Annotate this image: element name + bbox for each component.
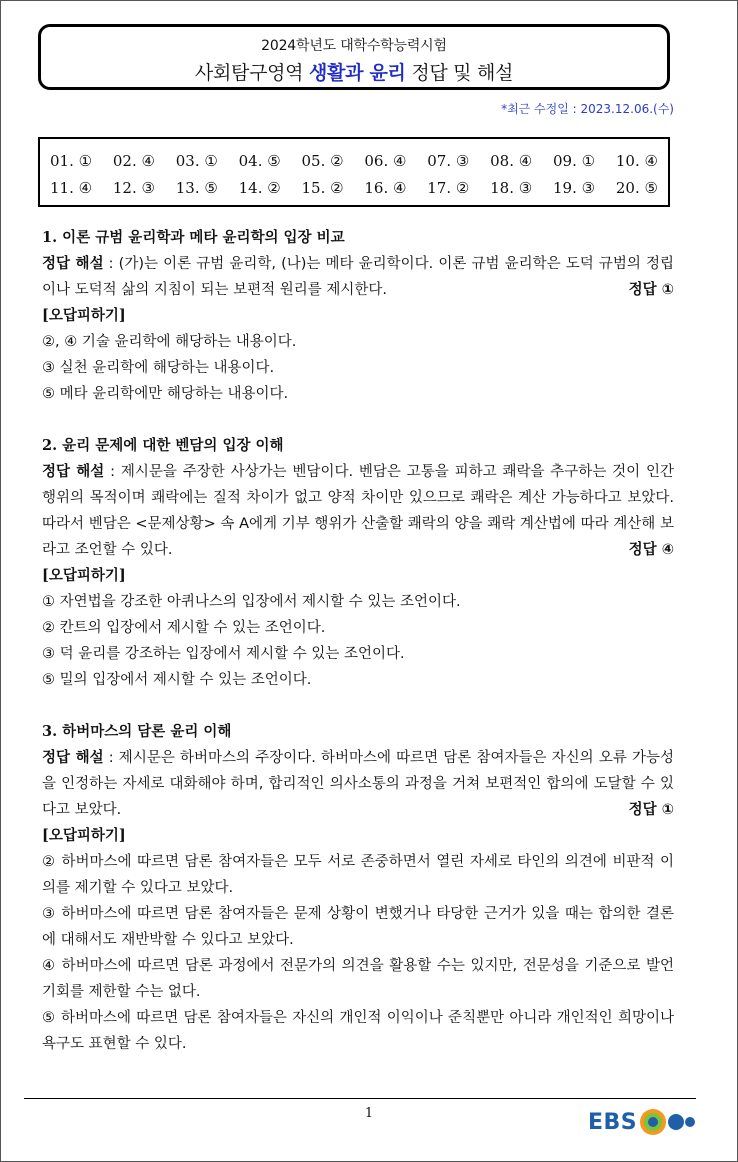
- answer-cell: 17. ②: [427, 179, 470, 197]
- answer-table: [38, 137, 670, 207]
- answer-cell: 11. ④: [50, 179, 93, 197]
- answer-mark: 정답 ①: [628, 282, 674, 298]
- question-section-3: [42, 719, 674, 1057]
- footer-divider: [24, 1098, 696, 1099]
- explain-text: : 제시문은 하버마스의 주장이다. 하버마스에 따르면 담론 참여자들은 자신의 오류 가능성을 인정하는 자세로 대화해야 하며, 합리적인 의사소통의 과정을 거쳐 보편적인 합의에 도달할 수 있다고 보았다.: [42, 750, 674, 818]
- answer-explanation: [42, 745, 674, 823]
- section-title: 3. 하버마스의 담론 윤리 이해: [42, 723, 232, 740]
- wrong-answer-item: ③ 하버마스에 따르면 담론 참여자들은 문제 상황이 변했거나 타당한 근거가 있을 때는 합의한 결론에 대해서도 재반박할 수 있다고 보았다.: [42, 906, 674, 948]
- answer-cell: 07. ③: [427, 152, 470, 170]
- subject-title: [41, 58, 667, 85]
- answer-cell: 02. ④: [112, 152, 155, 170]
- wrong-answer-item: ① 자연법을 강조한 아퀴나스의 입장에서 제시할 수 있는 조언이다.: [42, 594, 461, 610]
- question-section-2: [42, 433, 674, 693]
- answer-cell: 05. ②: [301, 152, 344, 170]
- answer-cell: 09. ①: [553, 152, 596, 170]
- wrong-answer-item: ② 하버마스에 따르면 담론 참여자들은 모두 서로 존중하면서 열린 자세로 타인의 의견에 비판적 이의를 제기할 수 있다고 보았다.: [42, 854, 674, 896]
- subject-suffix: 정답 및 해설: [411, 62, 514, 84]
- ebs-logo-text: EBS: [588, 1109, 638, 1135]
- ebs-logo-mark-icon: [637, 1106, 697, 1138]
- wrong-answer-item: ④ 하버마스에 따르면 담론 과정에서 전문가의 의견을 활용할 수는 있지만, 전문성을 기준으로 발언 기회를 제한할 수는 없다.: [42, 958, 674, 1000]
- answer-mark: 정답 ①: [628, 802, 674, 818]
- explain-text: : 제시문을 주장한 사상가는 벤담이다. 벤담은 고통을 피하고 쾌락을 추구하는 것이 인간 행위의 목적이며 쾌락에는 질적 차이가 없고 양적 차이만 있으므로 쾌락은 계산 가능하다고 보았다. 따라서 벤담은 <문제상황> 속 A에게 기부 행위가 산출할 쾌락의 양을 쾌락 계산법에 따라 계산해 보라고 조언할 수 있다.: [42, 464, 675, 558]
- explain-label: 정답 해설: [42, 464, 105, 480]
- exam-title: 2024학년도 대학수학능력시험: [261, 38, 447, 54]
- answer-row: [40, 148, 668, 175]
- subject-prefix: 사회탐구영역: [194, 62, 304, 84]
- wrong-answer-heading: [오답피하기]: [42, 827, 126, 844]
- answer-cell: 08. ④: [490, 152, 533, 170]
- answer-mark: 정답 ④: [628, 542, 674, 558]
- answer-explanation: [42, 459, 674, 563]
- page-number: 1: [364, 1106, 374, 1121]
- answer-cell: 03. ①: [175, 152, 218, 170]
- answer-explanation: [42, 251, 674, 303]
- answer-cell: 20. ⑤: [615, 179, 658, 197]
- explanation-content: [42, 225, 674, 1083]
- explain-label: 정답 해설: [42, 750, 104, 766]
- subject-name: 생활과 윤리: [308, 62, 406, 84]
- wrong-answer-item: ③ 덕 윤리를 강조하는 입장에서 제시할 수 있는 조언이다.: [42, 646, 405, 662]
- wrong-answer-item: ②, ④ 기술 윤리학에 해당하는 내용이다.: [42, 334, 297, 350]
- answer-cell: 19. ③: [553, 179, 596, 197]
- wrong-answer-item: ② 칸트의 입장에서 제시할 수 있는 조언이다.: [42, 620, 326, 636]
- revision-date: *최근 수정일 : 2023.12.06.(수): [501, 102, 674, 116]
- wrong-answer-heading: [오답피하기]: [42, 567, 126, 584]
- explain-text: : (가)는 이론 규범 윤리학, (나)는 메타 윤리학이다. 이론 규범 윤리학은 도덕 규범의 정립이나 도덕적 삶의 지침이 되는 보편적 원리를 제시한다.: [42, 256, 674, 298]
- section-title: 1. 이론 규범 윤리학과 메타 윤리학의 입장 비교: [42, 229, 345, 246]
- wrong-answer-heading: [오답피하기]: [42, 307, 126, 324]
- wrong-answer-item: ⑤ 메타 윤리학에만 해당하는 내용이다.: [42, 386, 289, 402]
- explain-label: 정답 해설: [42, 256, 104, 272]
- answer-cell: 18. ③: [490, 179, 533, 197]
- wrong-answer-item: ⑤ 하버마스에 따르면 담론 참여자들은 자신의 개인적 이익이나 준칙뿐만 아니라 개인적인 희망이나 욕구도 표현할 수 있다.: [42, 1010, 674, 1052]
- question-section-1: [42, 225, 674, 407]
- answer-cell: 12. ③: [112, 179, 155, 197]
- answer-cell: 04. ⑤: [238, 152, 281, 170]
- title-box: [38, 24, 670, 90]
- answer-cell: 15. ②: [301, 179, 344, 197]
- answer-cell: 14. ②: [238, 179, 281, 197]
- answer-row: [40, 175, 668, 202]
- answer-cell: 10. ④: [615, 152, 658, 170]
- wrong-answer-item: ⑤ 밀의 입장에서 제시할 수 있는 조언이다.: [42, 672, 312, 688]
- answer-cell: 16. ④: [364, 179, 407, 197]
- answer-cell: 06. ④: [364, 152, 407, 170]
- answer-cell: 13. ⑤: [175, 179, 218, 197]
- answer-cell: 01. ①: [50, 152, 93, 170]
- section-title: 2. 윤리 문제에 대한 벤담의 입장 이해: [42, 437, 284, 454]
- ebs-logo: [588, 1106, 697, 1138]
- wrong-answer-item: ③ 실천 윤리학에 해당하는 내용이다.: [42, 360, 275, 376]
